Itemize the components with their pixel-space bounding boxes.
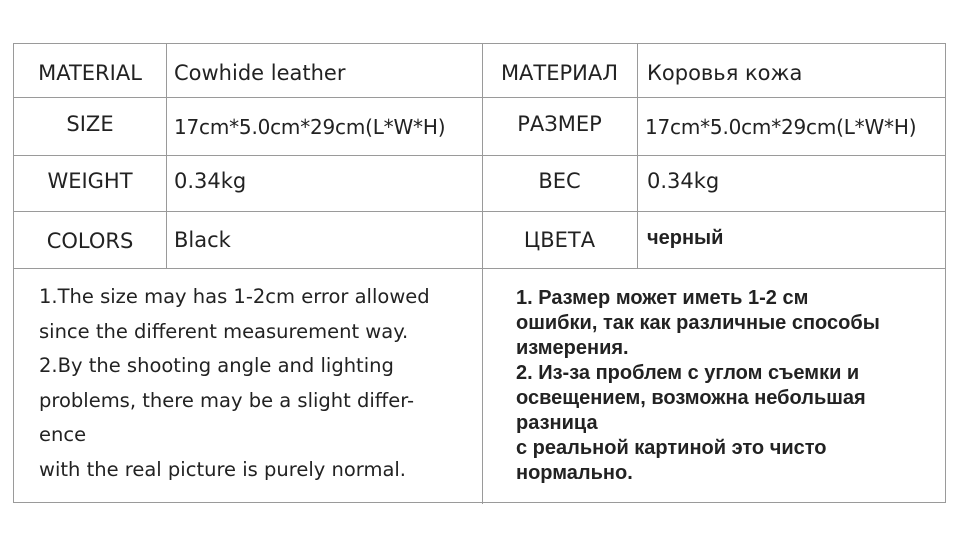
spec-table (13, 43, 946, 503)
label-material-ru: МАТЕРИАЛ (500, 61, 619, 85)
grid-line (14, 97, 946, 98)
value-weight: 0.34kg (174, 169, 247, 193)
label-colors: COLORS (46, 229, 134, 253)
label-material: MATERIAL (38, 61, 142, 85)
notes-russian: 1. Размер может иметь 1-2 см ошибки, так как различные способы измерения. 2. Из-за проблем с углом съемки и освещением, возможна небольшая разница с реальной картиной это чисто нормально. (516, 287, 880, 484)
value-weight-ru: 0.34kg (647, 169, 720, 193)
label-size-ru: РАЗМЕР (517, 112, 602, 136)
value-colors-ru: черный (647, 227, 724, 249)
grid-line (14, 268, 946, 269)
label-size: SIZE (66, 112, 114, 136)
value-size: 17cm*5.0cm*29cm(L*W*H) (174, 115, 446, 139)
grid-line (14, 155, 946, 156)
label-weight-ru: BEC (538, 169, 581, 193)
grid-line (166, 44, 167, 268)
value-size-ru: 17cm*5.0cm*29cm(L*W*H) (645, 115, 917, 139)
grid-line (637, 44, 638, 268)
value-material-ru: Коровья кожа (647, 61, 803, 85)
label-colors-ru: ЦВЕТА (523, 228, 596, 252)
label-weight: WEIGHT (47, 169, 133, 193)
notes-english: 1.The size may has 1-2cm error allowed since the different measurement way. 2.By the shooting angle and lighting problems, there may be a slight differ- ence with the real picture is purely normal. (39, 285, 430, 481)
grid-line (14, 211, 946, 212)
value-material: Cowhide leather (174, 61, 346, 85)
value-colors: Black (174, 228, 231, 252)
